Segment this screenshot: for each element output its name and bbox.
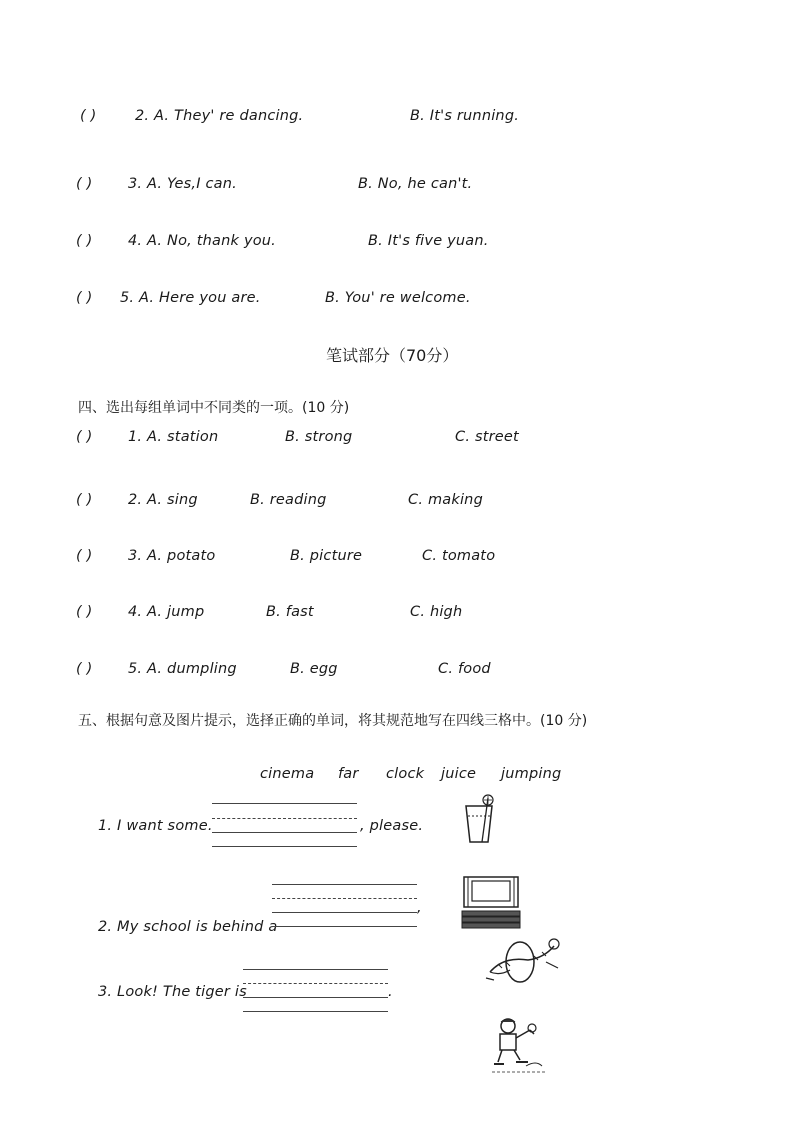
option-b: B. egg — [290, 661, 338, 677]
word-bank-item: jumping — [501, 766, 562, 782]
word-bank-item: far — [338, 766, 359, 782]
cinema-icon — [460, 875, 522, 931]
answer-paren[interactable]: ( ) — [76, 548, 93, 564]
option-c: C. food — [438, 661, 491, 677]
question-option-a: 5. A. Here you are. — [120, 290, 261, 306]
section-5-heading: 五、根据句意及图片提示，选择正确的单词，将其规范地写在四线三格中。(10 分) — [78, 713, 588, 729]
question-option-a: 3. A. Yes,I can. — [128, 176, 237, 192]
answer-paren[interactable]: ( ) — [76, 176, 93, 192]
sentence-1-tail: , please. — [360, 818, 424, 834]
juice-glass-icon — [460, 792, 496, 846]
question-option-b: B. It's running. — [410, 108, 520, 124]
option-b: B. picture — [290, 548, 363, 564]
option-b: B. strong — [285, 429, 353, 445]
option-c: C. making — [408, 492, 483, 508]
option-a: 3. A. potato — [128, 548, 216, 564]
boy-jumping-icon — [490, 1016, 550, 1078]
answer-paren[interactable]: ( ) — [76, 492, 93, 508]
answer-paren[interactable]: ( ) — [76, 429, 93, 445]
sentence-3-tail: . — [388, 984, 393, 1000]
sentence-2: 2. My school is behind a — [98, 919, 278, 935]
section-4-heading: 四、选出每组单词中不同类的一项。(10 分) — [78, 400, 350, 416]
answer-paren[interactable]: ( ) — [76, 290, 93, 306]
word-bank-item: cinema — [260, 766, 315, 782]
answer-paren[interactable]: ( ) — [76, 233, 93, 249]
sentence-3: 3. Look! The tiger is — [98, 984, 247, 1000]
option-a: 2. A. sing — [128, 492, 198, 508]
question-option-a: 2. A. They' re dancing. — [135, 108, 304, 124]
word-bank-item: juice — [441, 766, 477, 782]
tiger-jumping-icon — [484, 932, 564, 988]
option-c: C. street — [455, 429, 519, 445]
option-c: C. high — [410, 604, 463, 620]
answer-paren[interactable]: ( ) — [76, 661, 93, 677]
question-option-b: B. You' re welcome. — [325, 290, 471, 306]
option-a: 1. A. station — [128, 429, 219, 445]
question-option-b: B. It's five yuan. — [368, 233, 489, 249]
option-b: B. fast — [266, 604, 314, 620]
option-c: C. tomato — [422, 548, 496, 564]
sentence-1: 1. I want some. — [98, 818, 213, 834]
written-part-title: 笔试部分（70分） — [326, 346, 459, 365]
answer-paren[interactable]: ( ) — [80, 108, 97, 124]
option-b: B. reading — [250, 492, 327, 508]
sentence-2-tail: , — [417, 900, 422, 916]
question-option-a: 4. A. No, thank you. — [128, 233, 276, 249]
question-option-b: B. No, he can't. — [358, 176, 473, 192]
option-a: 5. A. dumpling — [128, 661, 237, 677]
answer-paren[interactable]: ( ) — [76, 604, 93, 620]
option-a: 4. A. jump — [128, 604, 205, 620]
word-bank-item: clock — [386, 766, 425, 782]
